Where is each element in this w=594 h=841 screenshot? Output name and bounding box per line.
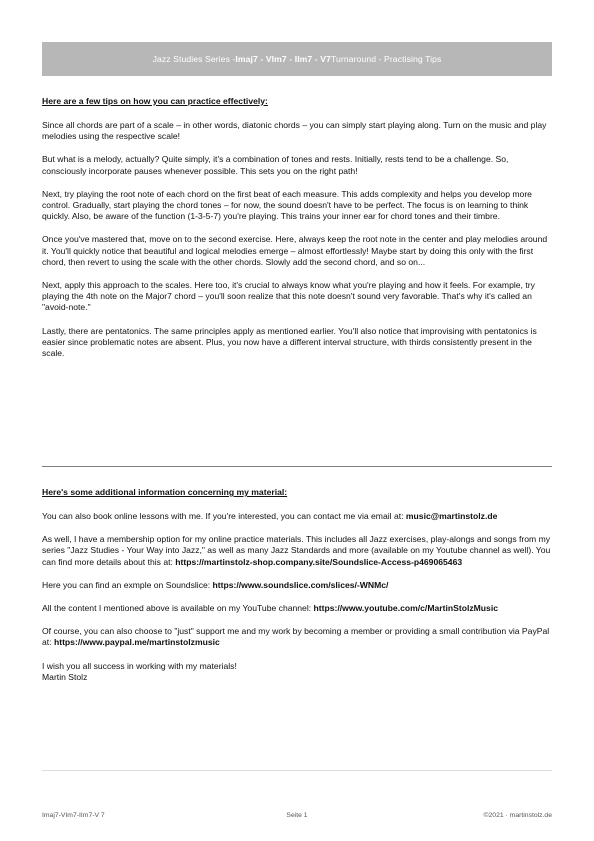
header-bar	[42, 42, 552, 76]
soundslice-example-link[interactable]: https://www.soundslice.com/slices/-WNMc/	[212, 579, 389, 590]
tip-paragraph: Next, try playing the root note of each chord on the first beat of each measure. This adds complexity and helps you develop more control. Gradually, start playing the chord tones – for now, the sound doesn't have to be perfect. The focus is on learning to think quickly. Also, be aware of the function (1-3-5-7) you're playing. This trains your inner ear for chord tones and their timbre.	[42, 188, 532, 222]
example-text: Here you can find an exmple on Soundslice:	[42, 579, 213, 590]
signature: Martin Stolz	[42, 671, 88, 682]
info-heading: Here's some additional information concerning my material:	[42, 487, 288, 497]
closing-paragraph	[42, 661, 552, 683]
tip-paragraph: Next, apply this approach to the scales. Here too, it's crucial to always know what you're playing and how it feels. For example, try playing the 4th note on the Major7 chord – you'll soon realize that this note doesn't sound very favorable. That's why it's called an "avoid-note."	[42, 280, 535, 313]
footer-copyright: ©2021 · martinstolz.de	[483, 812, 552, 819]
header-suffix: Turnaround - Practising Tips	[330, 54, 442, 64]
support-paragraph	[42, 626, 552, 648]
tip-paragraph: Once you've mastered that, move on to the second exercise. Here, always keep the root note in the center and play melodies around it. You'll quickly notice that beautiful and logical melodies emerge – almost effortlessly! Maybe start by doing this only with the first chord, then revert to using the scale with the other chords. Slowly add the second chord, and so on...	[42, 234, 548, 267]
tip-paragraph: Since all chords are part of a scale – in other words, diatonic chords – you can simply start playing along. Turn on the music and play melodies using the respective scale!	[42, 120, 547, 142]
footer-title: Imaj7-VIm7-IIm7-V 7	[42, 812, 105, 819]
membership-text: As well, I have a membership option for my online practice materials. This includes all Jazz exercises, play-alongs and songs from my series "Jazz Studies - Your Way into Jazz," as well as many Jazz Standards and more (available on my Youtube channel as well). You can find more details about this at:	[42, 534, 551, 567]
header-prefix: Jazz Studies Series -	[152, 54, 236, 64]
section-divider	[42, 466, 552, 467]
youtube-paragraph	[42, 603, 552, 614]
example-paragraph	[42, 580, 552, 591]
tips-section	[42, 96, 552, 371]
lessons-paragraph	[42, 511, 552, 522]
header-chords: Imaj7 - VIm7 - IIm7 - V7	[235, 54, 331, 64]
support-text: Of course, you can also choose to "just" support me and my work by becoming a member or providing a small contribution via PayPal at:	[42, 626, 550, 648]
lessons-text: You can also book online lessons with me. If you're interested, you can contact me via email at:	[42, 511, 406, 521]
footer-divider	[42, 770, 552, 771]
tips-heading: Here are a few tips on how you can practice effectively:	[42, 96, 268, 106]
footer-page-number: Seite 1	[286, 812, 308, 819]
info-section	[42, 487, 552, 695]
membership-paragraph	[42, 534, 552, 568]
youtube-text: All the content I mentioned above is available on my YouTube channel:	[42, 603, 314, 614]
membership-link[interactable]: https://martinstolz-shop.company.site/Soundslice-Access-p469065463	[175, 556, 463, 567]
closing-text: I wish you all success in working with my materials!	[42, 660, 237, 671]
paypal-link[interactable]: https://www.paypal.me/martinstolzmusic	[53, 637, 220, 648]
youtube-link[interactable]: https://www.youtube.com/c/MartinStolzMusic	[313, 603, 498, 614]
tip-paragraph: But what is a melody, actually? Quite simply, it's a combination of tones and rests. Initially, rests tend to be a challenge. So, consciously incorporate pauses whenever possible. This sets you on the right path!	[42, 154, 509, 176]
email-link[interactable]: music@martinstolz.de	[405, 511, 498, 521]
tip-paragraph: Lastly, there are pentatonics. The same principles apply as mentioned earlier. You'll also notice that improvising with pentatonics is easier since problematic notes are absent. Plus, you now have a different interval structure, with thirds consistently present in the scale.	[42, 325, 537, 359]
